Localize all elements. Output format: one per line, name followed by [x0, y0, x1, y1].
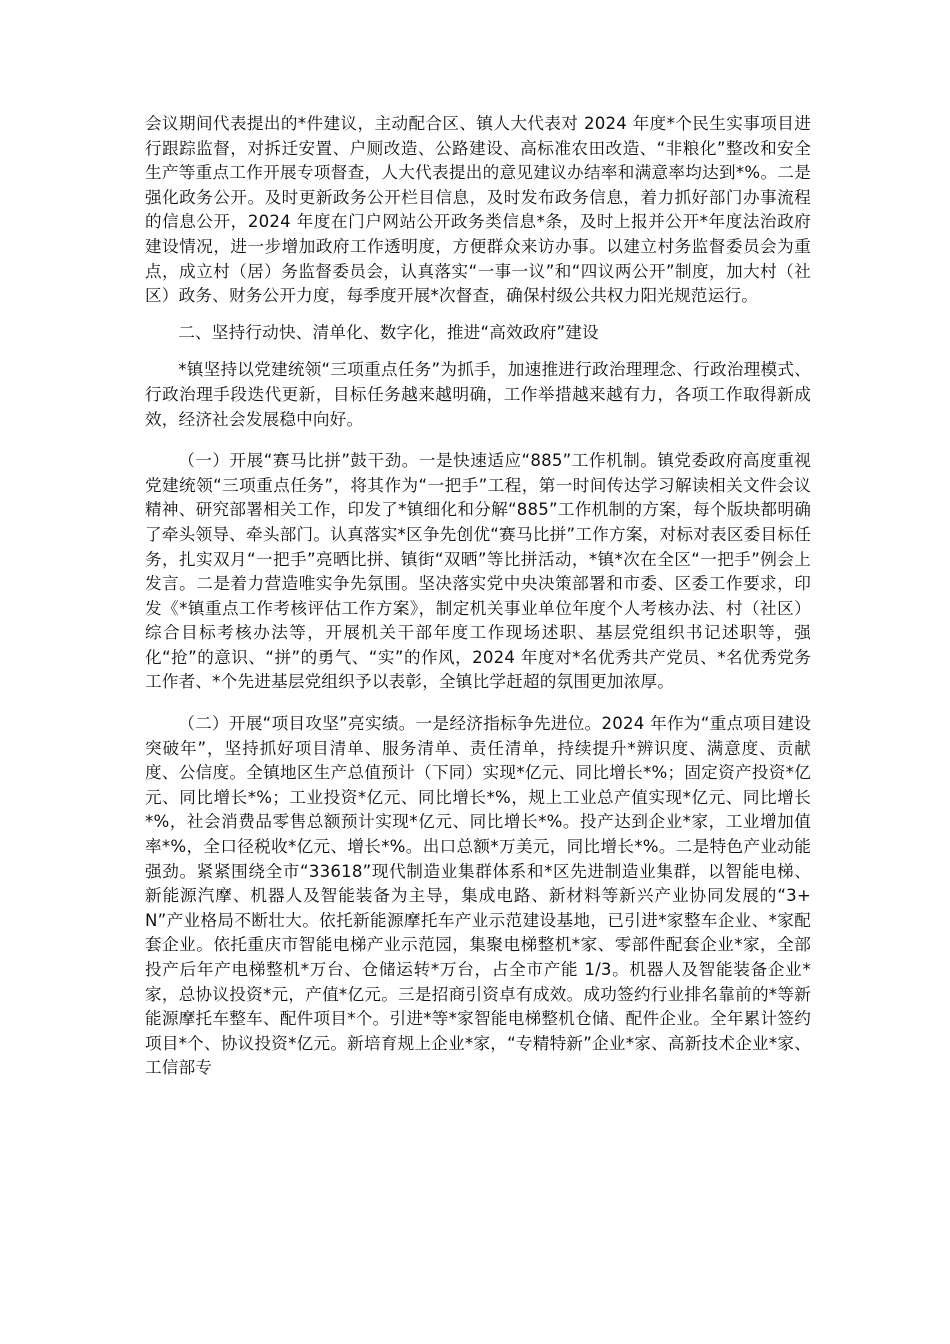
paragraph-intro: *镇坚持以党建统领“三项重点任务”为抓手，加速推进行政治理理念、行政治理模式、行政治理手段迭代更新，目标任务越来越明确，工作举措越来越有力，各项工作取得新成效，经济社会发展稳中向好。	[145, 360, 811, 429]
paragraph-horse-race: （一）开展“赛马比拼”鼓干劲。一是快速适应“885”工作机制。镇党委政府高度重视党建统领“三项重点任务”，将其作为“一把手”工程，第一时间传达学习解读相关文件会议精神、研究部署相关工作，印发了*镇细化和分解“885”工作机制的方案，每个版块都明确了牵头领导、牵头部门。认真落实*区争先创优“赛马比拼”工作方案，对标对表区委目标任务，扎实双月“一把手”亮晒比拼、镇街“双晒”等比拼活动，*镇*次在全区“一把手”例会上发言。二是着力营造唯实争先氛围。坚决落实党中央决策部署和市委、区委工作要求，印发《*镇重点工作考核评估工作方案》，制定机关事业单位年度个人考核办法、村（社区）综合目标考核办法等，开展机关干部年度工作现场述职、基层党组织书记述职等，强化“抢”的意识、“拼”的勇气、“实”的作风，2024 年度对*名优秀共产党员、*名优秀党务工作者、*个先进基层党组织予以表彰，全镇比学赶超的氛围更加浓厚。	[145, 451, 811, 692]
document-page	[145, 112, 811, 1081]
paragraph-project-push: （二）开展“项目攻坚”亮实绩。一是经济指标争先进位。2024 年作为“重点项目建设突破年”，坚持抓好项目清单、服务清单、责任清单，持续提升*辨识度、满意度、贡献度、公信度。全镇地区生产总值预计（下同）实现*亿元、同比增长*%；固定资产投资*亿元、同比增长*%；工业投资*亿元、同比增长*%，规上工业总产值实现*亿元、同比增长*%，社会消费品零售总额预计实现*亿元、同比增长*%。投产达到企业*家，工业增加值率*%，全口径税收*亿元、增长*%。出口总额*万美元，同比增长*%。二是特色产业动能强劲。紧紧围绕全市“33618”现代制造业集群体系和*区先进制造业集群，以智能电梯、新能源汽摩、机器人及智能装备为主导，集成电路、新材料等新兴产业协同发展的“3+N”产业格局不断壮大。依托新能源摩托车产业示范建设基地，已引进*家整车企业、*家配套企业。依托重庆市智能电梯产业示范园，集聚电梯整机*家、零部件配套企业*家，全部投产后年产电梯整机*万台、仓储运转*万台，占全市产能 1/3。机器人及智能装备企业*家，总协议投资*元，产值*亿元。三是招商引资卓有成效。成功签约行业排名靠前的*等新能源摩托车整车、配件项目*个。引进*等*家智能电梯整机仓储、配件企业。全年累计签约项目*个、协议投资*亿元。新培育规上企业*家，“专精特新”企业*家、高新技术企业*家、工信部专	[145, 714, 811, 1078]
section-heading-efficient-government: 二、坚持行动快、清单化、数字化，推进“高效政府”建设	[178, 322, 599, 342]
paragraph-supervision: 会议期间代表提出的*件建议，主动配合区、镇人大代表对 2024 年度*个民生实事项目进行跟踪监督，对拆迁安置、户厕改造、公路建设、高标准农田改造、“非粮化”整改和安全生产等重点工作开展专项督查，人大代表提出的意见建议办结率和满意率均达到*%。二是强化政务公开。及时更新政务公开栏目信息，及时发布政务信息，着力抓好部门办事流程的信息公开，2024 年度在门户网站公开政务类信息*条，及时上报并公开*年度法治政府建设情况，进一步增加政府工作透明度，方便群众来访办事。以建立村务监督委员会为重点，成立村（居）务监督委员会，认真落实“一事一议”和“四议两公开”制度，加大村（社区）政务、财务公开力度，每季度开展*次督查，确保村级公共权力阳光规范运行。	[145, 114, 811, 306]
